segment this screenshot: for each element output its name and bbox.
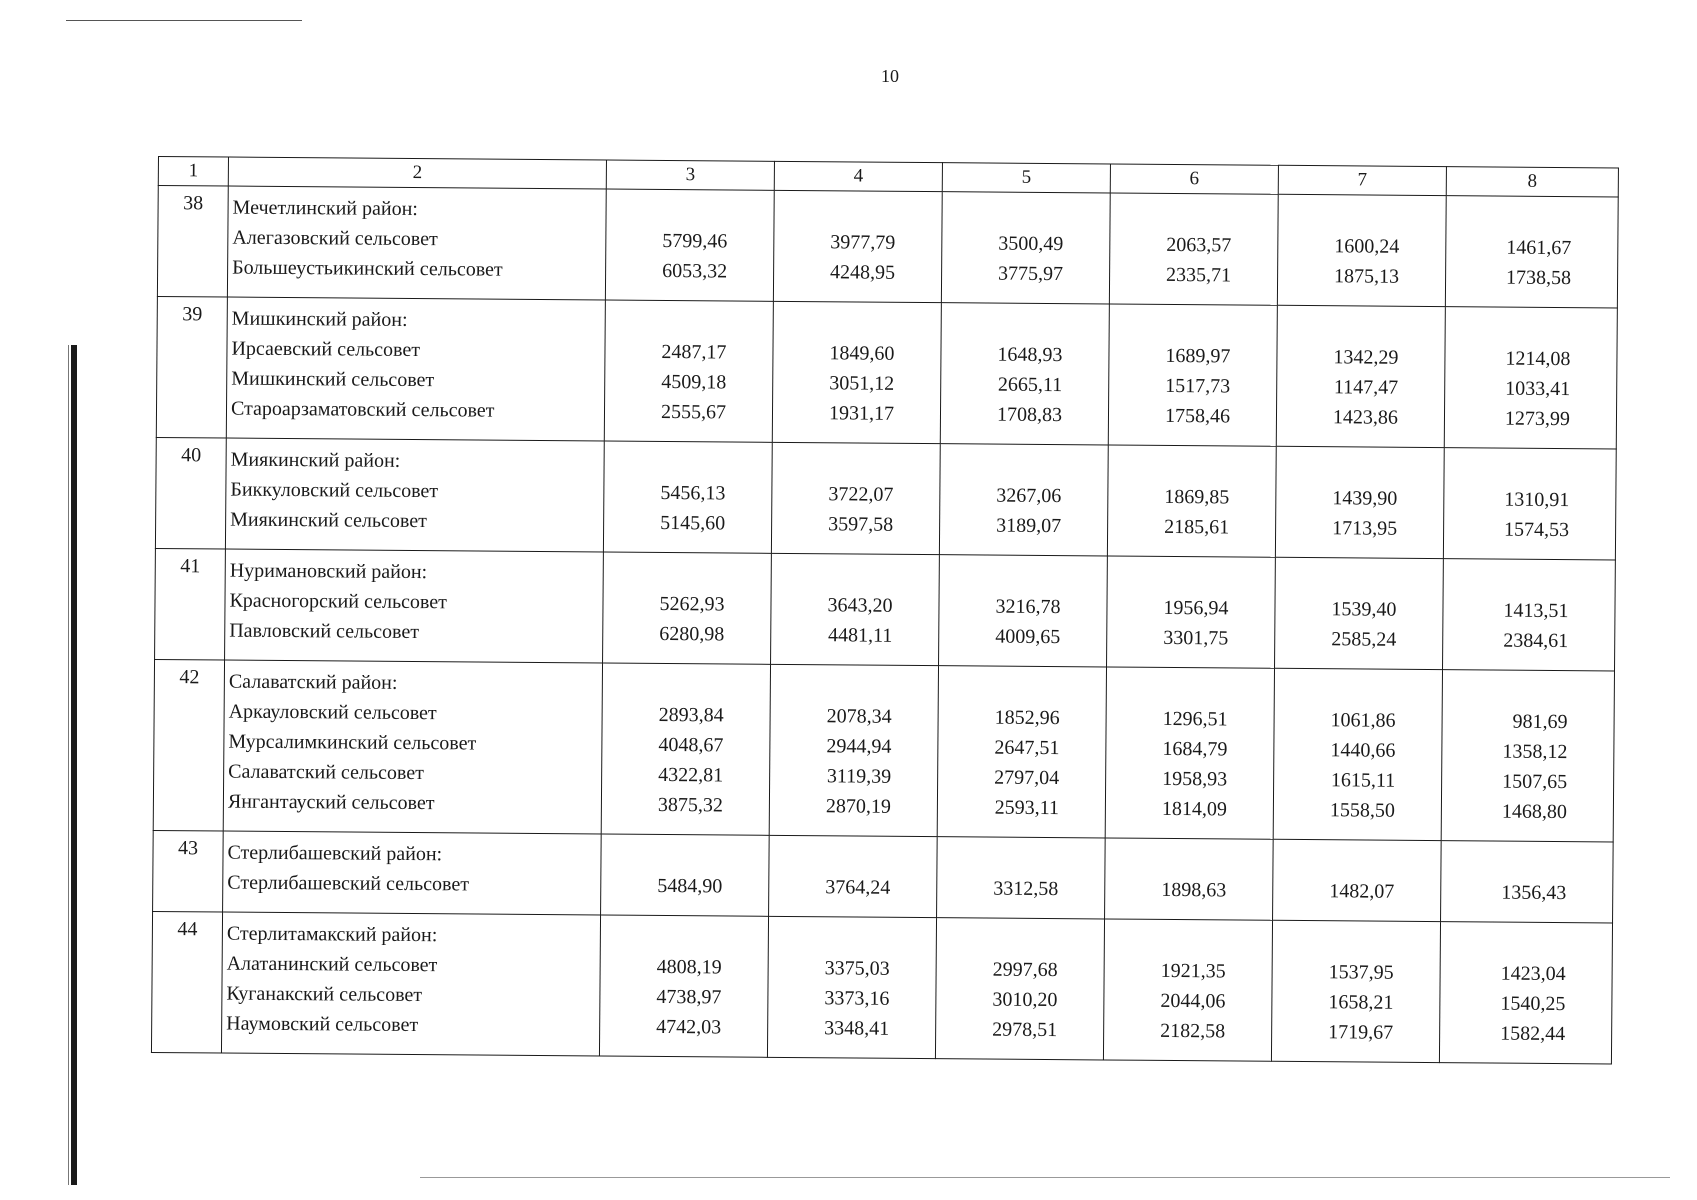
value-column-cell xyxy=(1439,922,1612,1064)
value-spacer xyxy=(614,196,727,227)
settlement-name: Салаватский сельсовет xyxy=(228,760,424,785)
district-names-cell xyxy=(226,297,605,441)
value-column-cell xyxy=(1441,841,1614,923)
value-cell: 4322,81 xyxy=(658,763,724,787)
value-cell: 3373,16 xyxy=(824,987,890,1010)
value-cell: 1423,86 xyxy=(1332,406,1399,429)
district-names-cell xyxy=(223,660,602,834)
value-cell: 2978,51 xyxy=(992,1018,1058,1042)
value-column-cell xyxy=(937,666,1106,838)
value-cell: 5145,60 xyxy=(660,511,726,535)
settlement-name: Аркауловский сельсовет xyxy=(228,700,437,725)
value-cell: 1214,08 xyxy=(1505,347,1571,371)
settlement-name: Миякинский сельсовет xyxy=(230,508,427,533)
value-column-cell xyxy=(939,444,1108,556)
value-cell: 3216,78 xyxy=(995,595,1061,619)
value-column-cell xyxy=(771,553,940,665)
value-cell: 1273,99 xyxy=(1504,407,1571,431)
value-cell: 1708,83 xyxy=(996,403,1063,427)
value-cell: 1440,66 xyxy=(1330,739,1396,762)
column-header: 4 xyxy=(774,161,942,191)
value-cell: 3722,07 xyxy=(828,483,894,506)
value-cell: 1648,93 xyxy=(997,343,1063,367)
value-spacer xyxy=(945,924,1058,955)
value-spacer xyxy=(777,923,890,954)
value-cell: 1296,51 xyxy=(1162,707,1228,731)
value-cell: 1875,13 xyxy=(1334,265,1400,288)
value-cell: 5262,93 xyxy=(659,592,725,616)
value-spacer xyxy=(779,671,892,702)
value-cell: 2944,94 xyxy=(826,735,892,758)
value-cell: 1558,50 xyxy=(1329,799,1395,822)
value-cell: 4048,67 xyxy=(658,733,724,757)
value-cell: 1061,86 xyxy=(1330,709,1396,732)
settlement-name: Куганакский сельсовет xyxy=(226,982,423,1007)
value-cell: 3267,06 xyxy=(996,484,1062,508)
value-column-cell xyxy=(1271,920,1440,1062)
district-group-row xyxy=(151,911,1612,1063)
value-cell: 2870,19 xyxy=(825,795,891,818)
value-spacer xyxy=(777,842,890,873)
value-column-cell xyxy=(1443,559,1616,671)
value-spacer xyxy=(1452,565,1569,596)
value-cell: 1958,93 xyxy=(1162,767,1228,791)
value-column-cell xyxy=(1275,557,1444,669)
value-cell: 1615,11 xyxy=(1330,769,1396,792)
table-body xyxy=(151,186,1618,1064)
value-cell: 3775,97 xyxy=(998,262,1064,286)
value-cell: 1814,09 xyxy=(1161,797,1227,821)
value-column-cell xyxy=(1275,446,1444,558)
value-cell: 4248,95 xyxy=(830,261,896,284)
value-cell: 1356,43 xyxy=(1501,881,1567,905)
value-cell: 2335,71 xyxy=(1166,263,1232,287)
value-cell: 1342,29 xyxy=(1333,346,1399,369)
settlement-name: Ирсаевский сельсовет xyxy=(231,337,421,362)
settlement-name: Алегазовский сельсовет xyxy=(232,226,438,251)
district-title: Миякинский район: xyxy=(230,448,401,472)
value-cell: 4481,11 xyxy=(827,624,893,647)
value-spacer xyxy=(780,449,893,480)
district-names-cell xyxy=(223,831,602,915)
value-column-cell xyxy=(1107,445,1276,557)
value-cell: 2044,06 xyxy=(1160,989,1226,1013)
value-cell: 1600,24 xyxy=(1334,235,1400,258)
value-cell: 2797,04 xyxy=(994,766,1060,790)
value-column-cell xyxy=(940,303,1109,445)
value-spacer xyxy=(1118,311,1231,342)
value-column-cell xyxy=(1103,919,1272,1061)
value-spacer xyxy=(611,670,724,701)
district-number: 43 xyxy=(153,830,224,912)
value-column-cell xyxy=(599,915,768,1057)
value-column-cell xyxy=(1273,668,1442,840)
value-column-cell xyxy=(937,837,1106,919)
value-spacer xyxy=(948,450,1061,481)
value-cell: 6053,32 xyxy=(662,259,728,283)
value-column-cell xyxy=(604,300,773,442)
value-spacer xyxy=(1115,674,1228,705)
settlement-name: Алатанинский сельсовет xyxy=(226,952,438,977)
district-group-row xyxy=(153,830,1614,922)
settlement-name: Староарзаматовский сельсовет xyxy=(230,397,495,422)
value-cell: 1689,97 xyxy=(1165,344,1231,368)
value-cell: 1658,21 xyxy=(1328,991,1394,1014)
column-header: 3 xyxy=(606,160,774,190)
value-cell: 2665,11 xyxy=(997,373,1063,397)
value-spacer xyxy=(1286,201,1399,232)
value-column-cell xyxy=(1108,304,1277,446)
value-cell: 3051,12 xyxy=(829,372,895,395)
column-header: 2 xyxy=(228,157,606,189)
value-cell: 3375,03 xyxy=(824,957,890,980)
value-column-cell xyxy=(941,192,1110,304)
value-column-cell xyxy=(1109,193,1278,305)
value-cell: 1147,47 xyxy=(1333,376,1399,399)
value-column-cell xyxy=(769,835,938,917)
value-spacer xyxy=(1113,926,1226,957)
value-spacer xyxy=(612,559,725,590)
value-cell: 1413,51 xyxy=(1503,599,1569,623)
value-spacer xyxy=(948,561,1061,592)
value-cell: 2063,57 xyxy=(1166,233,1232,257)
value-cell: 1713,95 xyxy=(1332,517,1398,540)
value-cell: 3348,41 xyxy=(824,1017,890,1040)
district-names-cell xyxy=(227,186,606,300)
value-spacer xyxy=(780,560,893,591)
value-cell: 4738,97 xyxy=(656,985,722,1009)
district-number: 39 xyxy=(156,296,227,438)
value-column-cell xyxy=(1276,305,1445,447)
value-column-cell xyxy=(773,190,942,302)
value-cell: 1852,96 xyxy=(994,706,1060,730)
value-cell: 3764,24 xyxy=(825,876,891,899)
value-column-cell xyxy=(1105,838,1274,920)
value-cell: 2182,58 xyxy=(1160,1019,1226,1043)
value-spacer xyxy=(609,922,722,953)
value-spacer xyxy=(614,307,727,338)
value-cell: 1540,25 xyxy=(1500,992,1566,1016)
value-column-cell xyxy=(771,442,940,554)
value-column-cell xyxy=(939,555,1108,667)
value-cell: 3977,79 xyxy=(830,231,896,254)
district-title: Стерлибашевский район: xyxy=(227,841,443,866)
value-cell: 1574,53 xyxy=(1504,518,1570,542)
settlement-name: Мурсалимкинский сельсовет xyxy=(228,730,477,755)
value-column-cell xyxy=(767,916,936,1058)
value-cell: 1310,91 xyxy=(1504,488,1570,512)
value-column-cell xyxy=(1107,556,1276,668)
value-spacer xyxy=(1452,454,1569,485)
value-spacer xyxy=(1449,928,1566,959)
district-group-row xyxy=(155,437,1616,559)
value-cell: 2647,51 xyxy=(994,736,1060,760)
value-column-cell xyxy=(1273,839,1442,921)
binding-edge-line xyxy=(68,345,69,1185)
value-cell: 3119,39 xyxy=(826,765,892,788)
settlement-name: Янгантауский сельсовет xyxy=(227,790,435,815)
value-spacer xyxy=(782,197,895,228)
top-rule xyxy=(66,20,302,21)
value-spacer xyxy=(1281,927,1394,958)
value-cell: 2555,67 xyxy=(660,400,727,424)
value-cell: 1482,07 xyxy=(1329,880,1395,903)
settlement-name: Биккуловский сельсовет xyxy=(230,478,439,503)
value-column-cell xyxy=(1445,196,1618,308)
value-cell: 1439,90 xyxy=(1332,487,1398,510)
value-cell: 1898,63 xyxy=(1161,878,1227,902)
value-cell: 1869,85 xyxy=(1164,485,1230,509)
value-column-cell xyxy=(772,301,941,443)
settlement-name: Павловский сельсовет xyxy=(229,619,420,644)
value-cell: 3597,58 xyxy=(828,513,894,536)
value-cell: 2487,17 xyxy=(661,340,727,364)
value-cell: 4742,03 xyxy=(656,1015,722,1039)
value-cell: 2593,11 xyxy=(994,796,1059,820)
district-names-cell xyxy=(225,438,604,552)
value-cell: 5484,90 xyxy=(657,874,723,898)
value-cell: 1921,35 xyxy=(1160,959,1226,983)
settlement-name: Большеустьикинский сельсовет xyxy=(232,256,503,281)
district-group-row xyxy=(155,548,1616,670)
value-spacer xyxy=(1118,200,1231,231)
value-cell: 1517,73 xyxy=(1165,374,1231,398)
value-cell: 1461,67 xyxy=(1506,236,1572,260)
value-column-cell xyxy=(935,918,1104,1060)
value-spacer xyxy=(1113,845,1226,876)
value-cell: 1539,40 xyxy=(1331,598,1397,621)
value-cell: 1537,95 xyxy=(1328,961,1394,984)
value-cell: 5456,13 xyxy=(660,481,726,505)
column-header: 7 xyxy=(1278,165,1446,195)
column-header: 1 xyxy=(158,157,228,187)
value-spacer xyxy=(1284,564,1397,595)
value-spacer xyxy=(1454,202,1571,233)
value-cell: 3189,07 xyxy=(996,514,1062,538)
district-number: 44 xyxy=(151,911,222,1053)
value-cell: 1507,65 xyxy=(1502,770,1568,794)
district-group-row xyxy=(153,659,1614,841)
value-spacer xyxy=(950,198,1063,229)
value-cell: 2997,68 xyxy=(992,958,1058,982)
settlement-name: Наумовский сельсовет xyxy=(226,1012,419,1037)
value-spacer xyxy=(1451,676,1568,707)
district-title: Стерлитамакский район: xyxy=(226,922,438,947)
value-cell: 1931,17 xyxy=(828,402,895,425)
value-column-cell xyxy=(605,189,774,301)
district-title: Нуримановский район: xyxy=(229,559,428,584)
value-column-cell xyxy=(1443,448,1616,560)
district-names-cell xyxy=(225,549,604,663)
value-spacer xyxy=(1116,452,1229,483)
value-spacer xyxy=(782,308,895,339)
district-title: Мечетлинский район: xyxy=(232,196,418,221)
value-cell: 3500,49 xyxy=(998,232,1064,256)
value-column-cell xyxy=(1277,194,1446,306)
value-cell: 1033,41 xyxy=(1505,377,1571,401)
value-cell: 3301,75 xyxy=(1163,626,1229,650)
value-column-cell xyxy=(603,441,772,553)
data-table xyxy=(151,156,1619,1064)
value-cell: 1423,04 xyxy=(1500,962,1566,986)
column-header: 5 xyxy=(942,163,1110,193)
value-cell: 3010,20 xyxy=(992,988,1058,1012)
value-column-cell xyxy=(603,552,772,664)
value-cell: 4808,19 xyxy=(656,955,722,979)
value-cell: 981,69 xyxy=(1512,710,1568,734)
district-names-cell xyxy=(221,912,600,1056)
settlement-name: Стерлибашевский сельсовет xyxy=(227,871,470,896)
value-cell: 1849,60 xyxy=(829,342,895,365)
value-cell: 1358,12 xyxy=(1502,740,1568,764)
value-cell: 1956,94 xyxy=(1163,596,1229,620)
district-number: 40 xyxy=(155,437,226,549)
value-spacer xyxy=(1284,453,1397,484)
value-cell: 1684,79 xyxy=(1162,737,1228,761)
value-spacer xyxy=(1454,313,1571,344)
column-header: 8 xyxy=(1446,167,1618,197)
settlement-name: Мишкинский сельсовет xyxy=(231,367,435,392)
district-number: 41 xyxy=(155,548,226,660)
value-cell: 3875,32 xyxy=(657,793,724,817)
district-title: Салаватский район: xyxy=(228,670,398,694)
value-column-cell xyxy=(1105,667,1274,839)
value-spacer xyxy=(950,309,1063,340)
value-cell: 2078,34 xyxy=(826,705,892,728)
district-group-row xyxy=(156,296,1617,448)
column-header: 6 xyxy=(1110,164,1278,194)
value-spacer xyxy=(612,448,725,479)
value-cell: 4509,18 xyxy=(661,370,727,394)
district-number: 42 xyxy=(153,659,224,831)
value-cell: 1738,58 xyxy=(1506,266,1572,290)
value-cell: 1582,44 xyxy=(1500,1022,1566,1046)
value-spacer xyxy=(947,672,1060,703)
district-number: 38 xyxy=(157,186,228,298)
value-spacer xyxy=(1116,563,1229,594)
value-cell: 3643,20 xyxy=(827,594,893,617)
value-spacer xyxy=(609,841,722,872)
bottom-rule xyxy=(420,1177,1670,1178)
settlement-name: Красногорский сельсовет xyxy=(229,589,448,614)
district-group-row xyxy=(157,186,1618,308)
value-cell: 3312,58 xyxy=(993,877,1059,901)
value-cell: 4009,65 xyxy=(995,625,1061,649)
district-title: Мишкинский район: xyxy=(231,307,408,331)
value-cell: 2893,84 xyxy=(658,703,724,727)
value-cell: 5799,46 xyxy=(662,229,728,253)
value-spacer xyxy=(1449,847,1566,878)
value-column-cell xyxy=(769,664,938,836)
value-spacer xyxy=(1286,312,1399,343)
value-spacer xyxy=(1283,675,1396,706)
value-spacer xyxy=(945,843,1058,874)
value-cell: 1758,46 xyxy=(1164,404,1231,428)
page-number: 10 xyxy=(881,66,899,86)
value-cell: 2585,24 xyxy=(1331,628,1397,651)
value-cell: 2384,61 xyxy=(1503,629,1569,653)
value-column-cell xyxy=(1441,670,1614,842)
value-column-cell xyxy=(601,663,770,835)
value-spacer xyxy=(1281,846,1394,877)
value-cell: 1468,80 xyxy=(1501,800,1567,824)
value-cell: 1719,67 xyxy=(1328,1021,1394,1044)
value-column-cell xyxy=(1444,307,1617,449)
value-cell: 2185,61 xyxy=(1164,515,1230,539)
value-cell: 6280,98 xyxy=(659,622,725,646)
binding-edge-shadow xyxy=(71,345,77,1185)
value-column-cell xyxy=(601,834,770,916)
